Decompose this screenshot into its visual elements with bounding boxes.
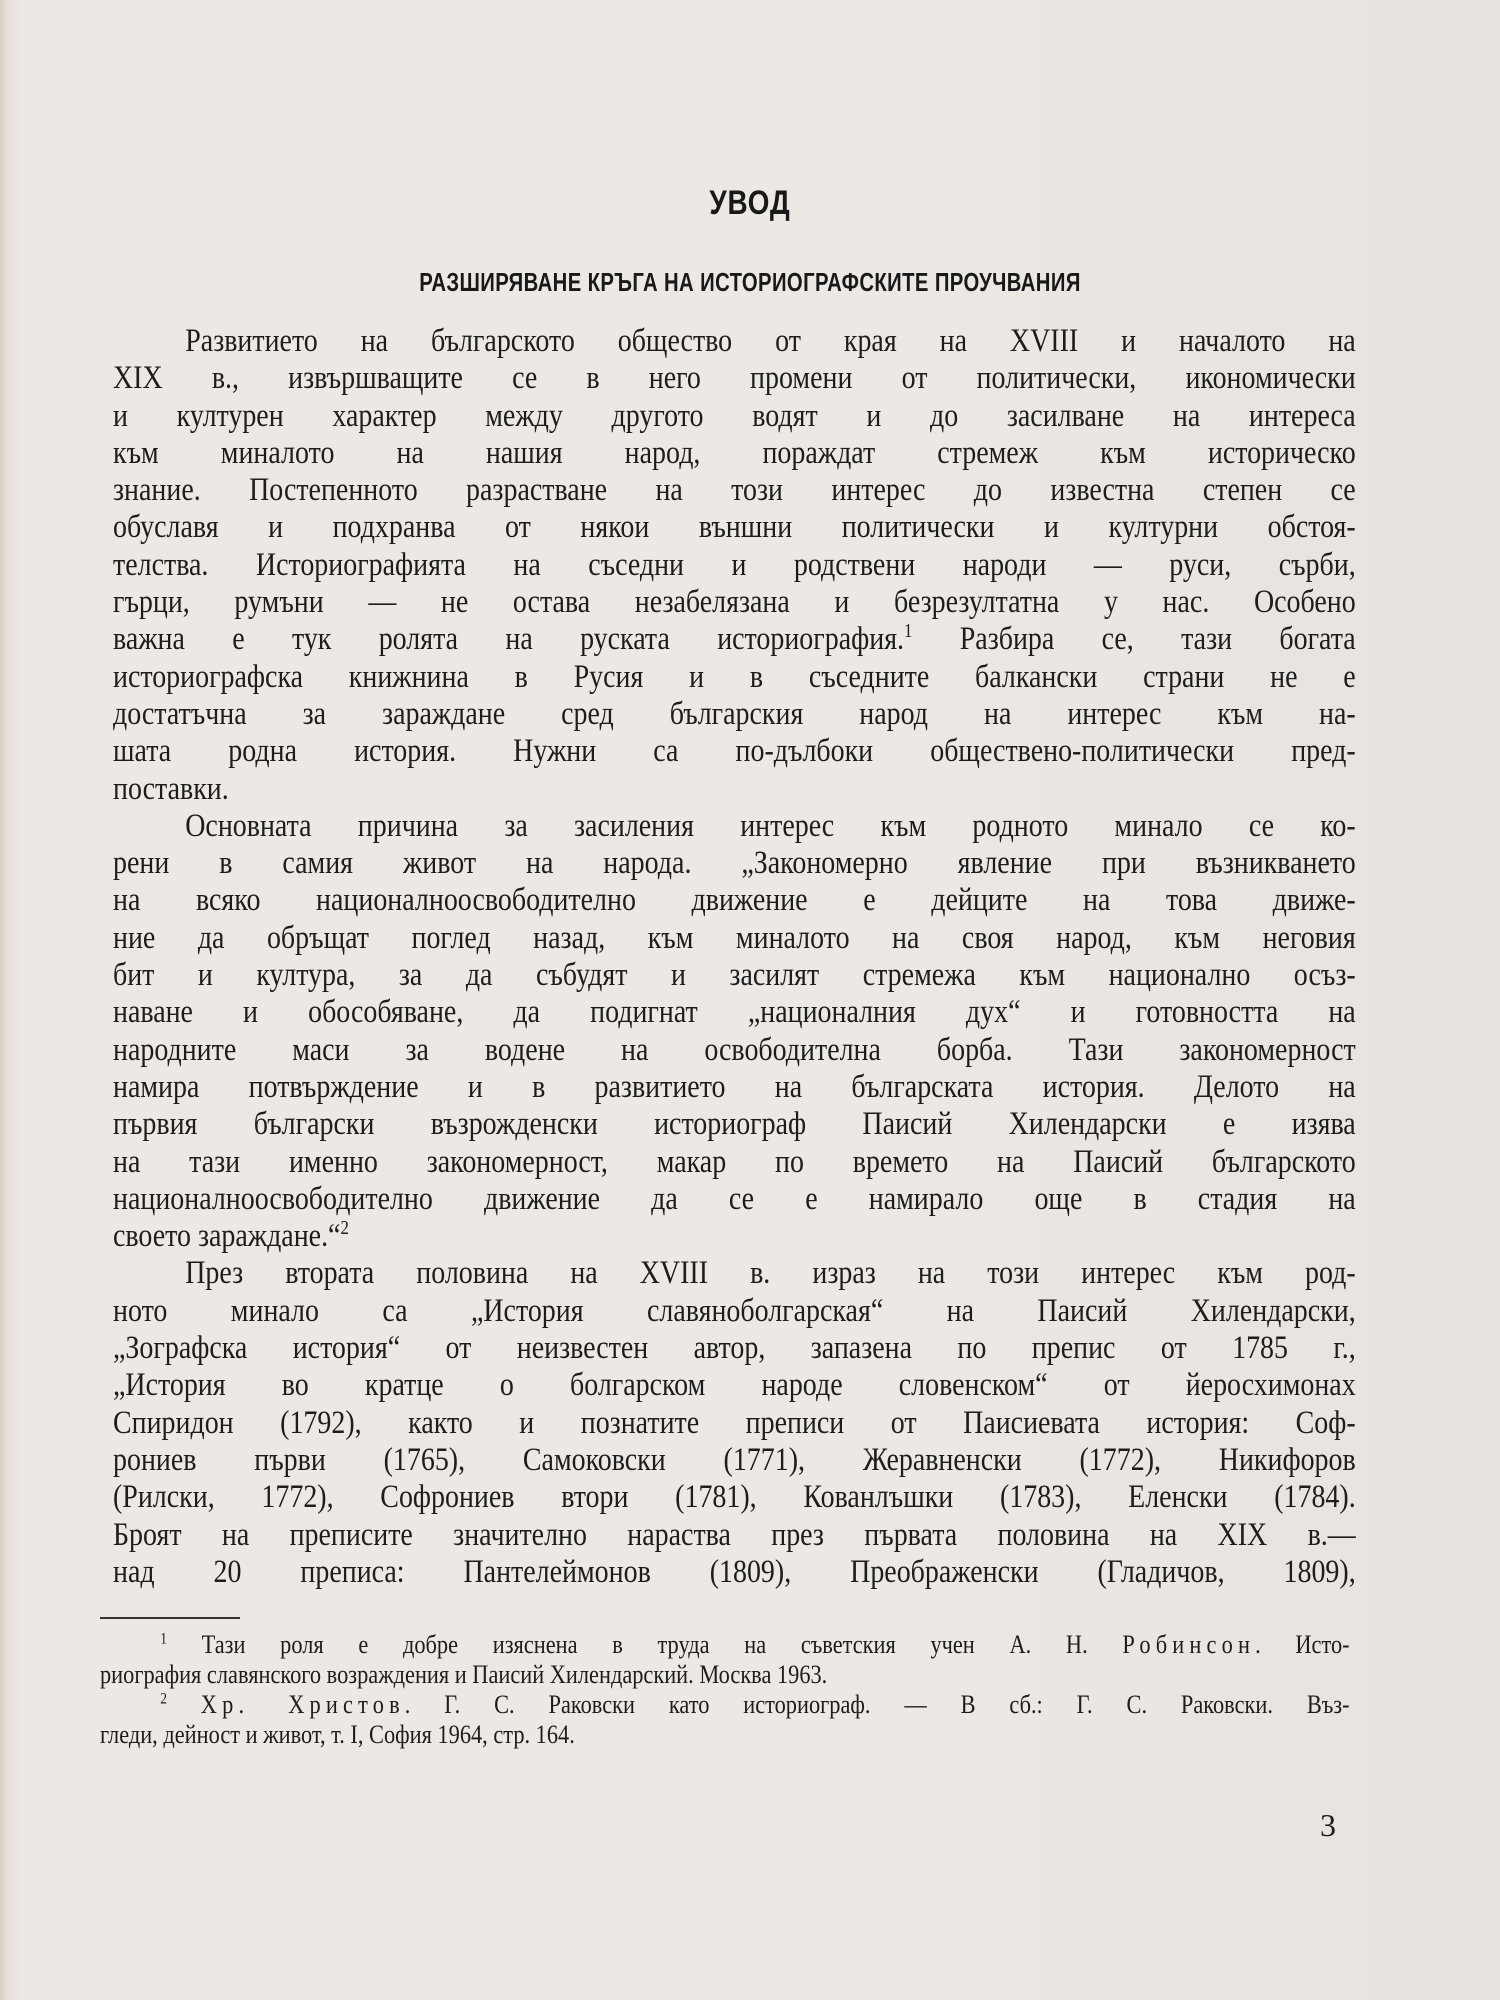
- text-line: достатъчна за зараждане сред българския народ на интерес към на-: [113, 695, 1356, 732]
- footnote-2: [100, 1690, 1350, 1720]
- chapter-title: УВОД: [709, 184, 791, 222]
- text-line: бит и култура, за да събудят и засилят стремежа към национално осъз-: [113, 957, 1356, 994]
- text-line: националноосвободително движение да се е намирало още в стадия на: [113, 1180, 1356, 1217]
- text-segment: Тази роля е добре изяснена в труда на съветския учен А. Н.: [166, 1630, 1123, 1659]
- text-line: „История во кратце о болгарском народе словенском“ от йеросхимонах: [113, 1367, 1356, 1404]
- text-line: поставки.: [113, 770, 229, 807]
- text-segment: своето зараждане.“: [113, 1218, 341, 1255]
- text-line: знание. Постепенното разрастване на този интерес до известна степен се: [113, 472, 1356, 509]
- footnote-author: Хр. Христов: [200, 1690, 405, 1719]
- text-line: Броят на преписите значително нараства през първата половина на XIX в.—: [113, 1516, 1356, 1553]
- text-line: гърци, румъни — не остава незабелязана и безрезултатна у нас. Особено: [113, 584, 1356, 621]
- text-line: ното минало са „История славянοболгарская“ на Паисий Хилендарски,: [113, 1292, 1356, 1329]
- text-line: над 20 преписа: Пантелеймонов (1809), Преображенски (Гладичов, 1809),: [113, 1553, 1356, 1590]
- text-line: Спиридон (1792), както и познатите преписи от Паисиевата история: Соф-: [113, 1404, 1356, 1441]
- text-line: телства. Историографията на съседни и родствени народи — руси, сърби,: [113, 546, 1356, 583]
- text-line: Развитието на българското общество от края на XVIII и началото на: [185, 323, 1356, 359]
- section-subtitle: РАЗШИРЯВАНЕ КРЪГА НА ИСТОРИОГРАФСКИТЕ ПРОУЧВАНИЯ: [419, 267, 1081, 297]
- text-line: на тази именно закономерност, макар по времето на Паисий българското: [113, 1143, 1356, 1180]
- text-line: на всяко националноосвободително движение е дейците на това движе-: [113, 882, 1356, 919]
- text-line: ние да обръщат поглед назад, към миналото на своя народ, към неговия: [113, 919, 1356, 956]
- text-line: рени в самия живот на народа. „Закономерно явление при възникването: [113, 845, 1356, 882]
- text-line: намира потвърждение и в развитието на българската история. Делото на: [113, 1068, 1356, 1105]
- text-line: XIX в., извършващите се в него промени от политически, икономически: [113, 360, 1356, 397]
- text-segment: важна е тук ролята на руската историография.: [113, 621, 905, 658]
- page-number: 3: [1320, 1807, 1336, 1843]
- text-line: През втората половина на XVIII в. израз на този интерес към род-: [185, 1255, 1356, 1292]
- text-line: обуславя и подхранва от някои външни политически и културни обстоя-: [113, 509, 1356, 546]
- text-line: и културен характер между другото водят и до засилване на интереса: [113, 397, 1356, 434]
- footnote-number: 2: [160, 1690, 167, 1708]
- text-segment: . Исто-: [1255, 1630, 1350, 1659]
- text-line: рониев първи (1765), Самоковски (1771), Жеравненски (1772), Никифоров: [113, 1441, 1356, 1478]
- text-segment: Разбира се, тази богата: [912, 621, 1356, 658]
- text-segment: . Г. С. Раковски като историограф. — В сб.: Г. С. Раковски. Въз-: [404, 1690, 1350, 1719]
- text-line: първия български възрожденски историограф Паисий Хилендарски е изява: [113, 1106, 1356, 1143]
- text-line: историографска книжнина в Русия и в съседните балкански страни не е: [113, 658, 1356, 695]
- text-line: (Рилски, 1772), Софрониев втори (1781), Кованлъшки (1783), Еленски (1784).: [113, 1479, 1356, 1516]
- text-line: народните маси за водене на освободителна борба. Тази закономерност: [113, 1031, 1356, 1068]
- footnotes: [100, 1630, 1350, 1750]
- footnote-2-line-2: гледи, дейност и живот, т. I, София 1964, стр. 164.: [100, 1720, 575, 1749]
- footnote-divider: [100, 1617, 240, 1619]
- text-line: шата родна история. Нужни са по-дълбоки обществено-политически пред-: [113, 733, 1356, 770]
- text-line: към миналото на нашия народ, пораждат стремеж към историческо: [113, 434, 1356, 471]
- text-line: [113, 621, 1356, 658]
- footnote-1: [100, 1630, 1350, 1660]
- text-line: Основната причина за засиления интерес към родното минало се ко-: [185, 807, 1356, 844]
- body-text: [113, 323, 1356, 1591]
- text-line: „Зографска история“ от неизвестен автор, запазена по препис от 1785 г.,: [113, 1330, 1356, 1367]
- footnote-ref[interactable]: 2: [340, 1218, 349, 1240]
- footnote-author: Робинсон: [1122, 1630, 1256, 1659]
- footnote-1-line-2: риография славянского возраждения и Паисий Хилендарский. Москва 1963.: [100, 1660, 828, 1689]
- text-line: наване и обособяване, да подигнат „националния дух“ и готовността на: [113, 994, 1356, 1031]
- footnote-ref[interactable]: 1: [904, 621, 913, 643]
- text-line: [113, 1218, 1356, 1255]
- footnote-number: 1: [160, 1630, 167, 1648]
